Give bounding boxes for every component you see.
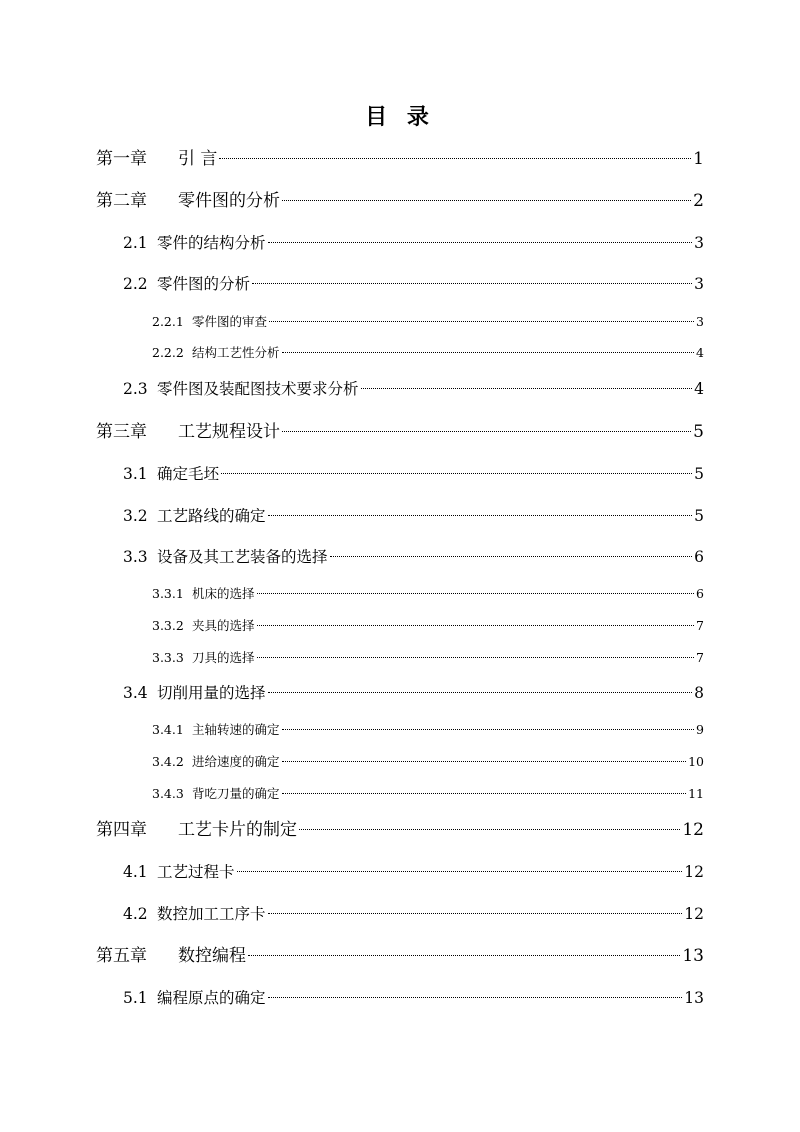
dot-leader <box>268 997 683 998</box>
entry-label: 工艺规程设计 <box>178 422 280 442</box>
toc-entry[interactable] <box>152 581 704 607</box>
dot-leader <box>282 793 687 794</box>
entry-page: 10 <box>688 754 704 769</box>
entry-label: 工艺过程卡 <box>157 863 235 881</box>
entry-page: 8 <box>694 684 704 702</box>
entry-page: 3 <box>694 275 704 293</box>
entry-number: 3.3 <box>123 548 148 566</box>
entry-page: 6 <box>694 548 704 566</box>
entry-label: 夹具的选择 <box>192 618 255 633</box>
entry-label: 数控编程 <box>178 946 246 966</box>
toc-entry[interactable] <box>96 188 704 214</box>
entry-number: 第二章 <box>96 191 147 211</box>
entry-label: 数控加工工序卡 <box>157 905 266 923</box>
dot-leader <box>219 158 691 159</box>
entry-number: 4.2 <box>123 905 148 923</box>
entry-number: 3.4.1 <box>152 722 184 737</box>
toc-title: 目 录 <box>365 105 435 130</box>
entry-page: 13 <box>684 989 704 1007</box>
toc-entry[interactable] <box>123 859 704 885</box>
entry-page: 6 <box>696 586 704 601</box>
dot-leader <box>252 283 692 284</box>
entry-label: 主轴转速的确定 <box>192 722 280 737</box>
entry-number: 2.3 <box>123 380 148 398</box>
toc-entry[interactable] <box>152 749 704 775</box>
entry-label: 刀具的选择 <box>192 650 255 665</box>
entry-number: 2.2.2 <box>152 345 184 360</box>
toc-entry[interactable] <box>96 146 704 172</box>
toc-entry[interactable] <box>123 985 704 1011</box>
dot-leader <box>268 692 693 693</box>
dot-leader <box>237 871 683 872</box>
dot-leader <box>282 352 695 353</box>
dot-leader <box>248 955 680 956</box>
entry-label: 工艺路线的确定 <box>157 507 266 525</box>
entry-page: 7 <box>696 650 704 665</box>
dot-leader <box>282 200 691 201</box>
entry-number: 2.2.1 <box>152 314 184 329</box>
entry-page: 2 <box>693 191 704 211</box>
entry-page: 4 <box>696 345 704 360</box>
dot-leader <box>330 556 693 557</box>
toc-entry[interactable] <box>123 680 704 706</box>
entry-page: 4 <box>694 380 704 398</box>
toc-entry[interactable] <box>96 943 704 969</box>
entry-number: 3.4 <box>123 684 148 702</box>
entry-label: 背吃刀量的确定 <box>192 786 280 801</box>
entry-page: 3 <box>694 234 704 252</box>
entry-number: 3.1 <box>123 465 148 483</box>
entry-page: 12 <box>684 863 704 881</box>
dot-leader <box>299 829 680 830</box>
entry-label: 零件图的分析 <box>157 275 251 293</box>
entry-label: 机床的选择 <box>192 586 255 601</box>
entry-page: 5 <box>694 507 704 525</box>
toc-entry[interactable] <box>123 461 704 487</box>
dot-leader <box>282 761 687 762</box>
dot-leader <box>282 729 695 730</box>
toc-entry[interactable] <box>123 271 704 297</box>
dot-leader <box>221 473 692 474</box>
entry-label: 设备及其工艺装备的选择 <box>157 548 328 566</box>
entry-number: 第一章 <box>96 149 147 169</box>
entry-number: 2.1 <box>123 234 148 252</box>
entry-page: 7 <box>696 618 704 633</box>
dot-leader <box>257 593 695 594</box>
entry-label: 零件的结构分析 <box>157 234 266 252</box>
entry-number: 5.1 <box>123 989 148 1007</box>
toc-entry[interactable] <box>96 419 704 445</box>
entry-number: 2.2 <box>123 275 148 293</box>
dot-leader <box>257 657 695 658</box>
entry-label: 零件图及装配图技术要求分析 <box>157 380 359 398</box>
entry-page: 3 <box>696 314 704 329</box>
entry-label: 结构工艺性分析 <box>192 345 280 360</box>
entry-label: 切削用量的选择 <box>157 684 266 702</box>
entry-page: 11 <box>688 786 704 801</box>
entry-number: 第三章 <box>96 422 147 442</box>
toc-entry[interactable] <box>96 817 704 843</box>
dot-leader <box>268 242 693 243</box>
toc-entry[interactable] <box>152 613 704 639</box>
dot-leader <box>268 913 683 914</box>
entry-label: 工艺卡片的制定 <box>178 820 297 840</box>
entry-label: 编程原点的确定 <box>157 989 266 1007</box>
dot-leader <box>282 431 691 432</box>
entry-number: 3.3.1 <box>152 586 184 601</box>
toc-entry[interactable] <box>152 781 704 807</box>
entry-number: 3.3.3 <box>152 650 184 665</box>
entry-page: 12 <box>682 820 704 840</box>
entry-page: 9 <box>696 722 704 737</box>
entry-label: 零件图的审查 <box>192 314 268 329</box>
entry-page: 5 <box>693 422 704 442</box>
dot-leader <box>269 321 694 322</box>
toc-entry[interactable] <box>152 340 704 366</box>
toc-entry[interactable] <box>152 645 704 671</box>
dot-leader <box>361 388 693 389</box>
toc-entry[interactable] <box>123 503 704 529</box>
entry-label: 确定毛坯 <box>157 465 220 483</box>
entry-label: 引 言 <box>178 149 218 169</box>
entry-number: 4.1 <box>123 863 148 881</box>
toc-entry[interactable] <box>123 230 704 256</box>
dot-leader <box>257 625 695 626</box>
entry-page: 13 <box>682 946 704 966</box>
toc-entry[interactable] <box>152 717 704 743</box>
entry-number: 第五章 <box>96 946 147 966</box>
entry-label: 零件图的分析 <box>178 191 280 211</box>
toc-entry[interactable] <box>123 544 704 570</box>
entry-page: 5 <box>694 465 704 483</box>
entry-number: 3.3.2 <box>152 618 184 633</box>
toc-entry[interactable] <box>152 309 704 335</box>
entry-page: 12 <box>684 905 704 923</box>
toc-entry[interactable] <box>123 376 704 402</box>
entry-label: 进给速度的确定 <box>192 754 280 769</box>
toc-entry[interactable] <box>123 901 704 927</box>
entry-number: 3.4.3 <box>152 786 184 801</box>
entry-page: 1 <box>693 149 704 169</box>
entry-number: 3.2 <box>123 507 148 525</box>
dot-leader <box>268 515 693 516</box>
entry-number: 3.4.2 <box>152 754 184 769</box>
entry-number: 第四章 <box>96 820 147 840</box>
